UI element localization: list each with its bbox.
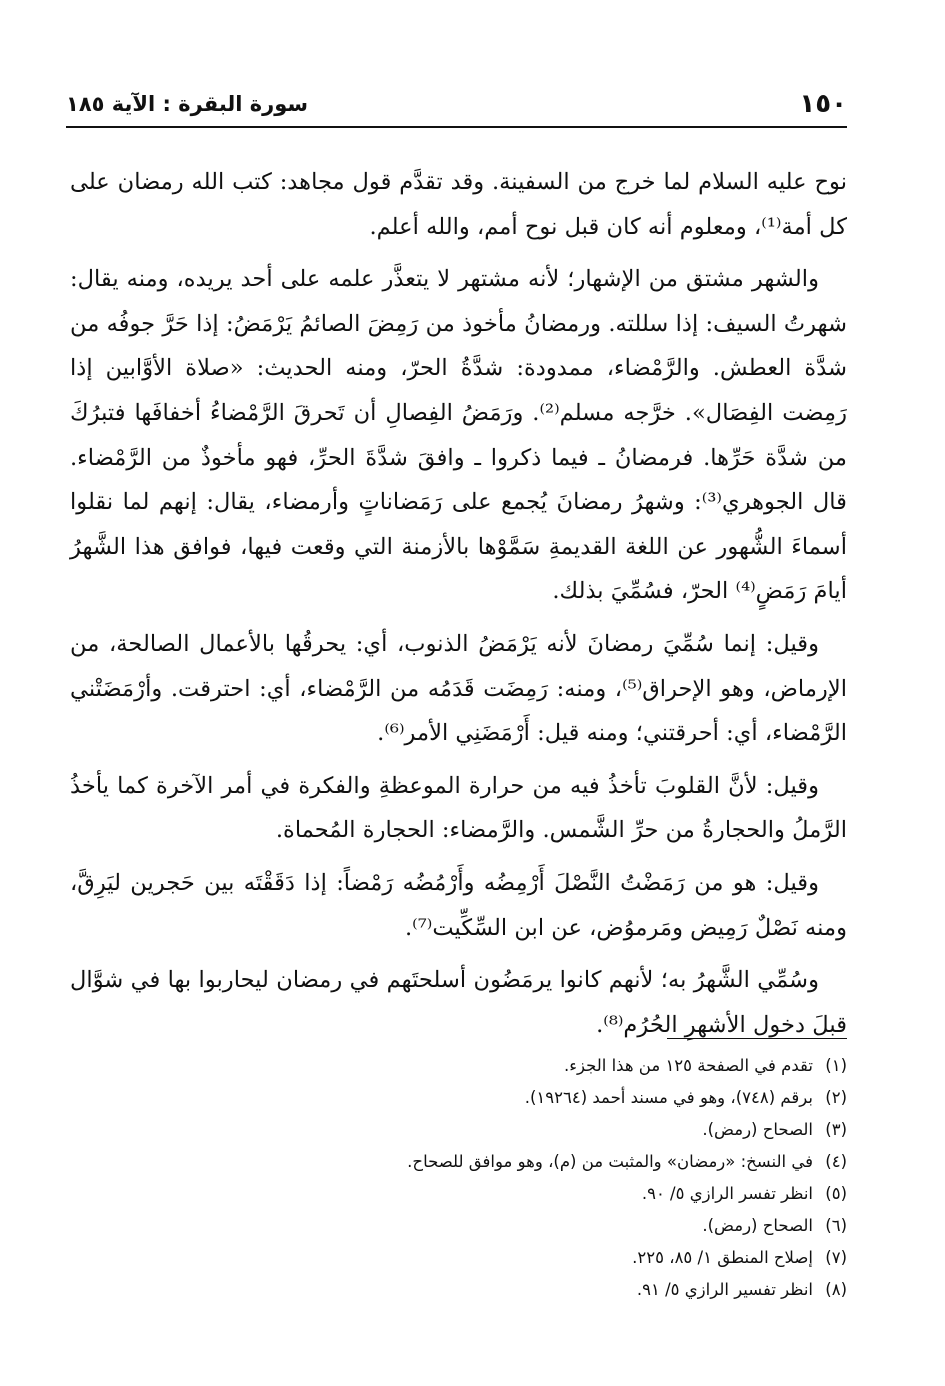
running-title: سورة البقرة : الآية ١٨٥ (66, 92, 309, 116)
paragraph-6: وسُمِّي الشَّهرُ به؛ لأنهم كانوا يرمَضُون أسلحتَهم في رمضان ليحاربوا بها في شوَّال قبلَ دخول الأشهرِ الحُرُم⁽⁸⁾. (70, 967, 847, 1038)
footnote-divider (667, 1038, 847, 1039)
page-header (66, 84, 847, 124)
footnote-number: (٧) (825, 1248, 847, 1267)
footnote-number: (٣) (825, 1120, 847, 1139)
footnote-item (70, 1274, 847, 1306)
paragraph-3: وقيل: إنما سُمِّيَ رمضانَ لأنه يَرْمَضُ الذنوب، أي: يحرقُها بالأعمال الصالحة، من الإرماض، وهو الإحراق⁽⁵⁾، ومنه: رَمِضَت قَدَمُه من الرَّمْضاء، أي: احترقت. وأرْمَضَتْني الرَّمْضاء، أي: أحرقتني؛ ومنه قيل: أَرْمَضَنِي الأمر⁽⁶⁾. (70, 630, 847, 747)
footnote-number: (١) (825, 1056, 847, 1075)
footnote-text: الصحاح (رمض). (702, 1120, 813, 1139)
header-divider (66, 126, 847, 128)
footnote-text: تقدم في الصفحة ١٢٥ من هذا الجزء. (563, 1056, 813, 1075)
paragraph-1: نوح عليه السلام لما خرج من السفينة. وقد تقدَّم قول مجاهد: كتب الله رمضان على كل أمة⁽¹⁾، ومعلوم أنه كان قبل نوح أمم، والله أعلم. (70, 169, 847, 240)
footnote-text: برقم (٧٤٨)، وهو في مسند أحمد (١٩٢٦٤). (524, 1088, 813, 1107)
paragraph-4: وقيل: لأنَّ القلوبَ تأخذُ فيه من حرارة الموعظةِ والفكرة في أمر الآخرة كما يأخذُ الرَّملُ والحجارةُ من حرِّ الشَّمس. والرَّمضاء: الحجارة المُحماة. (70, 772, 847, 844)
main-text (70, 160, 847, 1055)
footnote-text: انظر تفسير الرازي ٥/ ٩١. (636, 1280, 813, 1299)
footnote-item (70, 1178, 847, 1210)
page-number: ١٥٠ (799, 89, 847, 119)
footnote-item (70, 1082, 847, 1114)
footnote-text: في النسخ: «رمضان» والمثبت من (م)، وهو موافق للصحاح. (407, 1152, 813, 1171)
footnote-number: (٨) (825, 1280, 847, 1299)
paragraph-5: وقيل: هو من رَمَضْتُ النَّصْلَ أَرْمِضُه وأَرْمُضُه رَمْضاً: إذا دَقَقْتَه بين حَجرين ليَرِقَّ، ومنه نَصْلٌ رَمِيض ومَرموُض، عن ابن السِّكِّيت⁽⁷⁾. (70, 869, 847, 941)
footnote-text: انظر تفسر الرازي ٥/ ٩٠. (641, 1184, 813, 1203)
footnote-item (70, 1242, 847, 1274)
footnote-item (70, 1114, 847, 1146)
footnote-number: (٦) (825, 1216, 847, 1235)
footnote-item (70, 1210, 847, 1242)
paragraph-2: والشهر مشتق من الإشهار؛ لأنه مشتهر لا يتعذَّر علمه على أحد يريده، ومنه يقال: شهرتُ السيف: إذا سللته. ورمضانُ مأخوذ من رَمِضَ الصائمُ يَرْمَضُ: إذا حَرَّ جوفُه من شدَّة العطش. والرَّمْضاء، ممدودة: شدَّةُ الحرّ، ومنه الحديث: «صلاة الأوَّابين إذا رَمِضت الفِصَال». خرَّجه مسلم⁽²⁾. ورَمَضُ الفِصالِ أن تَحرقَ الرَّمْضاءُ أخفافَها فتبرُكَ من شدَّة حَرِّها. فرمضانُ ـ فيما ذكروا ـ وافقَ شدَّةَ الحرِّ، فهو مأخوذٌ من الرَّمْضاء. قال الجوهري⁽³⁾: وشهرُ رمضانَ يُجمع على رَمَضاناتٍ وأرمضاء، يقال: إنهم لما نقلوا أسماءَ الشُّهور عن اللغة القديمةِ سَمَّوْها بالأزمنة التي وقعت فيها، فوافق هذا الشَّهرُ أيامَ رَمَضٍ⁽⁴⁾ الحرّ، فسُمِّيَ بذلك. (70, 266, 847, 605)
footnote-text: الصحاح (رمض). (702, 1216, 813, 1235)
footnote-number: (٤) (825, 1152, 847, 1171)
footnote-number: (٥) (825, 1184, 847, 1203)
footnote-item (70, 1050, 847, 1082)
footnote-item (70, 1146, 847, 1178)
footnote-text: إصلاح المنطق ١/ ٨٥، ٢٢٥. (632, 1248, 813, 1267)
footnote-number: (٢) (825, 1088, 847, 1107)
footnotes-list (70, 1050, 847, 1306)
